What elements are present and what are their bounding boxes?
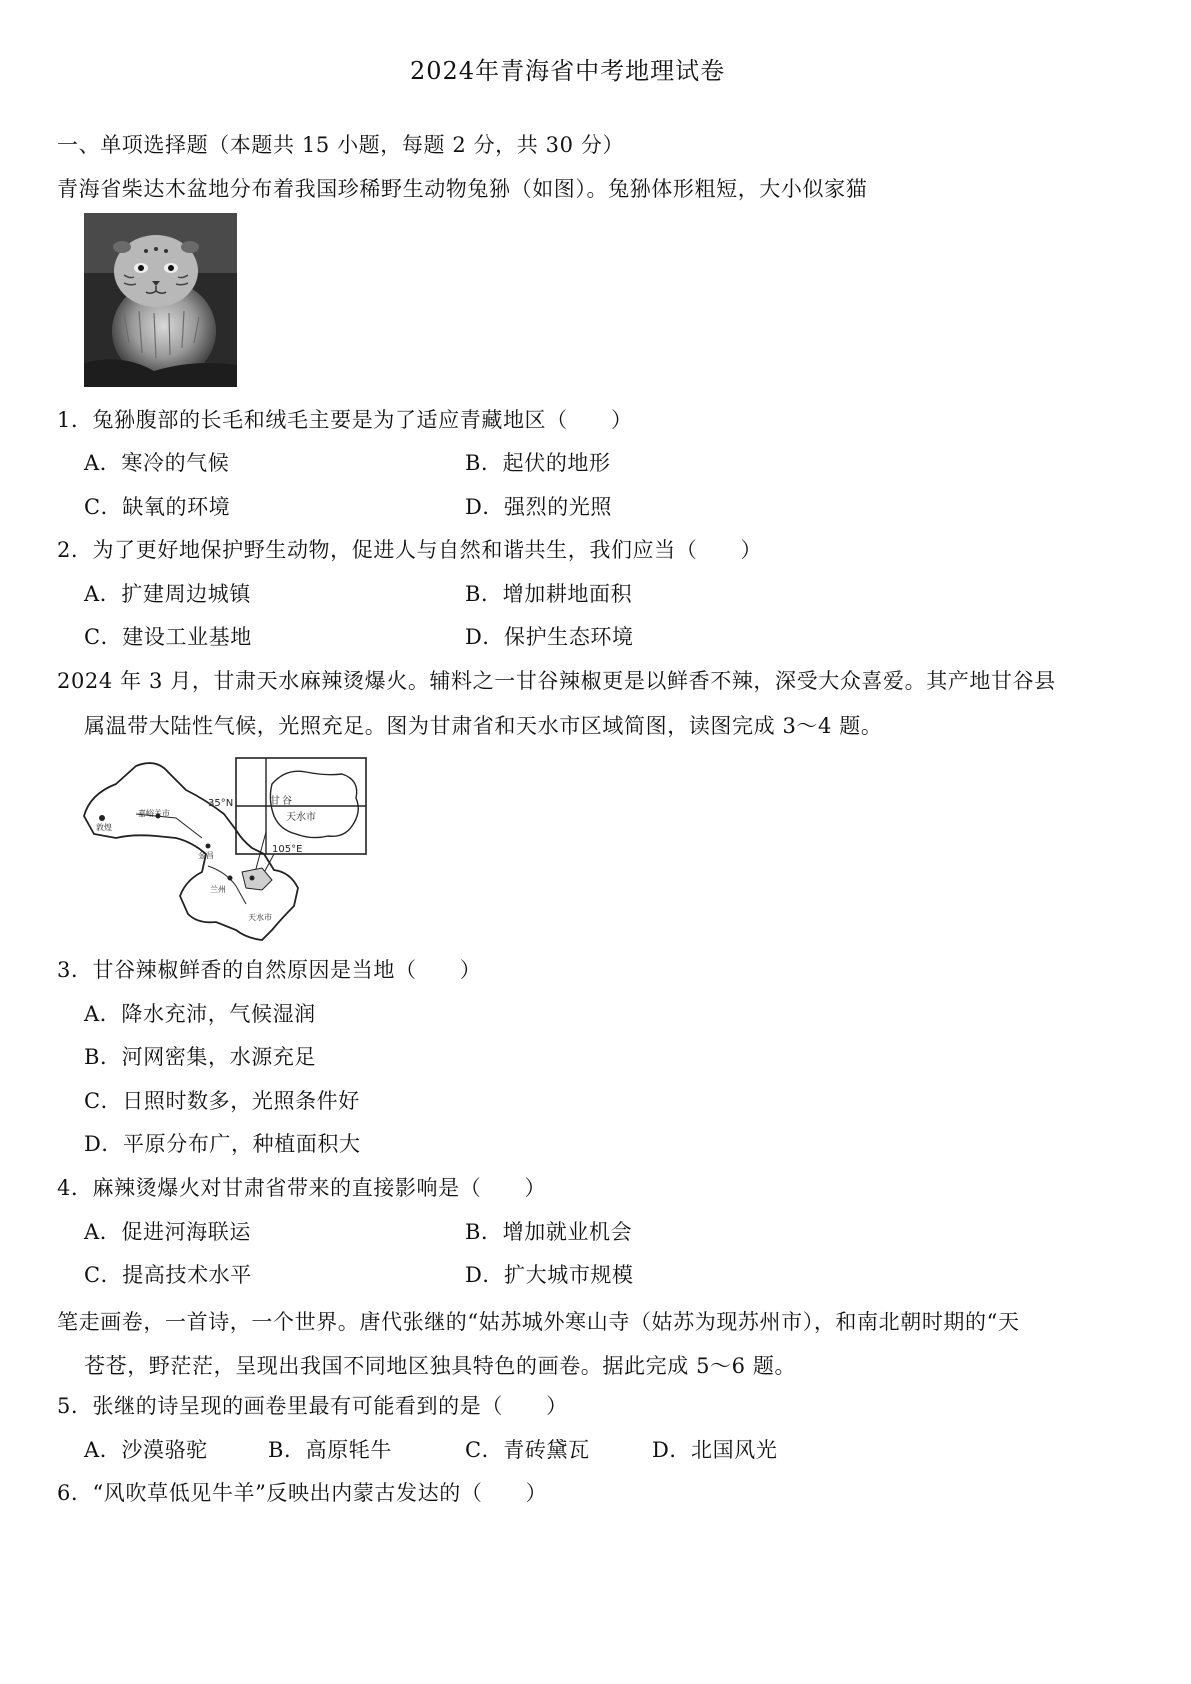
question-6-stem: 6．“风吹草低见牛羊”反映出内蒙古发达的（ ） bbox=[57, 1481, 548, 1505]
q4-option-b[interactable]: B．增加就业机会 bbox=[465, 1220, 633, 1244]
map-label-dunhuang: 敦煌 bbox=[96, 823, 112, 832]
q1-option-d[interactable]: D．强烈的光照 bbox=[465, 495, 613, 519]
question-2-stem: 2．为了更好地保护野生动物，促进人与自然和谐共生，我们应当（ ） bbox=[57, 538, 763, 562]
intro-paragraph-1: 青海省柴达木盆地分布着我国珍稀野生动物兔狲（如图）。兔狲体形粗短，大小似家猫 bbox=[57, 177, 868, 201]
question-4-stem: 4．麻辣烫爆火对甘肃省带来的直接影响是（ ） bbox=[57, 1176, 547, 1200]
q4-option-a[interactable]: A．促进河海联运 bbox=[84, 1220, 251, 1244]
q2-option-b[interactable]: B．增加耕地面积 bbox=[465, 582, 633, 606]
q5-option-d[interactable]: D．北国风光 bbox=[652, 1438, 778, 1462]
q3-option-c[interactable]: C．日照时数多，光照条件好 bbox=[84, 1089, 360, 1113]
page-title: 2024年青海省中考地理试卷 bbox=[410, 57, 726, 85]
q1-option-b[interactable]: B．起伏的地形 bbox=[465, 451, 611, 475]
map-lon-label: 105°E bbox=[272, 844, 303, 855]
gansu-tianshui-map bbox=[76, 754, 376, 944]
q2-option-a[interactable]: A．扩建周边城镇 bbox=[84, 582, 251, 606]
question-5-stem: 5．张继的诗呈现的画卷里最有可能看到的是（ ） bbox=[57, 1394, 568, 1418]
inset-label-gan: 甘 bbox=[270, 796, 280, 807]
q5-option-b[interactable]: B．高原牦牛 bbox=[268, 1438, 393, 1462]
q1-option-a[interactable]: A．寒冷的气候 bbox=[84, 451, 230, 475]
map-label-jiayuguan: 嘉峪关市 bbox=[138, 809, 170, 818]
question-3-stem: 3．甘谷辣椒鲜香的自然原因是当地（ ） bbox=[57, 958, 482, 982]
map-lat-label: 35°N bbox=[208, 798, 234, 809]
q3-option-a[interactable]: A．降水充沛，气候湿润 bbox=[84, 1002, 316, 1026]
map-label-jinchang: 金昌 bbox=[198, 851, 214, 860]
q2-option-d[interactable]: D．保护生态环境 bbox=[465, 625, 634, 649]
intro-paragraph-3-line-2: 苍苍，野茫茫，呈现出我国不同地区独具特色的画卷。据此完成 5～6 题。 bbox=[84, 1354, 797, 1378]
map-label-lanzhou: 兰州 bbox=[210, 885, 226, 894]
question-1-stem: 1．兔狲腹部的长毛和绒毛主要是为了适应青藏地区（ ） bbox=[57, 408, 633, 432]
inset-label-tianshui: 天水市 bbox=[286, 812, 316, 823]
inset-label-gu: 谷 bbox=[282, 796, 292, 807]
intro-paragraph-2-line-2: 属温带大陆性气候，光照充足。图为甘肃省和天水市区域简图，读图完成 3～4 题。 bbox=[84, 714, 883, 738]
q5-option-c[interactable]: C．青砖黛瓦 bbox=[465, 1438, 590, 1462]
q3-option-d[interactable]: D．平原分布广，种植面积大 bbox=[84, 1132, 361, 1156]
section-heading: 一、单项选择题（本题共 15 小题，每题 2 分，共 30 分） bbox=[57, 133, 625, 157]
q4-option-d[interactable]: D．扩大城市规模 bbox=[465, 1263, 634, 1287]
intro-paragraph-2-line-1: 2024 年 3 月，甘肃天水麻辣烫爆火。辅料之一甘谷辣椒更是以鲜香不辣，深受大众喜爱。其产地甘谷县 bbox=[57, 669, 1056, 693]
q2-option-c[interactable]: C．建设工业基地 bbox=[84, 625, 252, 649]
q4-option-c[interactable]: C．提高技术水平 bbox=[84, 1263, 252, 1287]
q3-option-b[interactable]: B．河网密集，水源充足 bbox=[84, 1045, 317, 1069]
intro-paragraph-3-line-1: 笔走画卷，一首诗，一个世界。唐代张继的“姑苏城外寒山寺（姑苏为现苏州市），和南北朝时期的“天 bbox=[57, 1310, 1020, 1334]
q5-option-a[interactable]: A．沙漠骆驼 bbox=[84, 1438, 208, 1462]
pallas-cat-photo bbox=[84, 213, 237, 387]
q1-option-c[interactable]: C．缺氧的环境 bbox=[84, 495, 231, 519]
map-label-tianshui: 天水市 bbox=[248, 913, 272, 922]
